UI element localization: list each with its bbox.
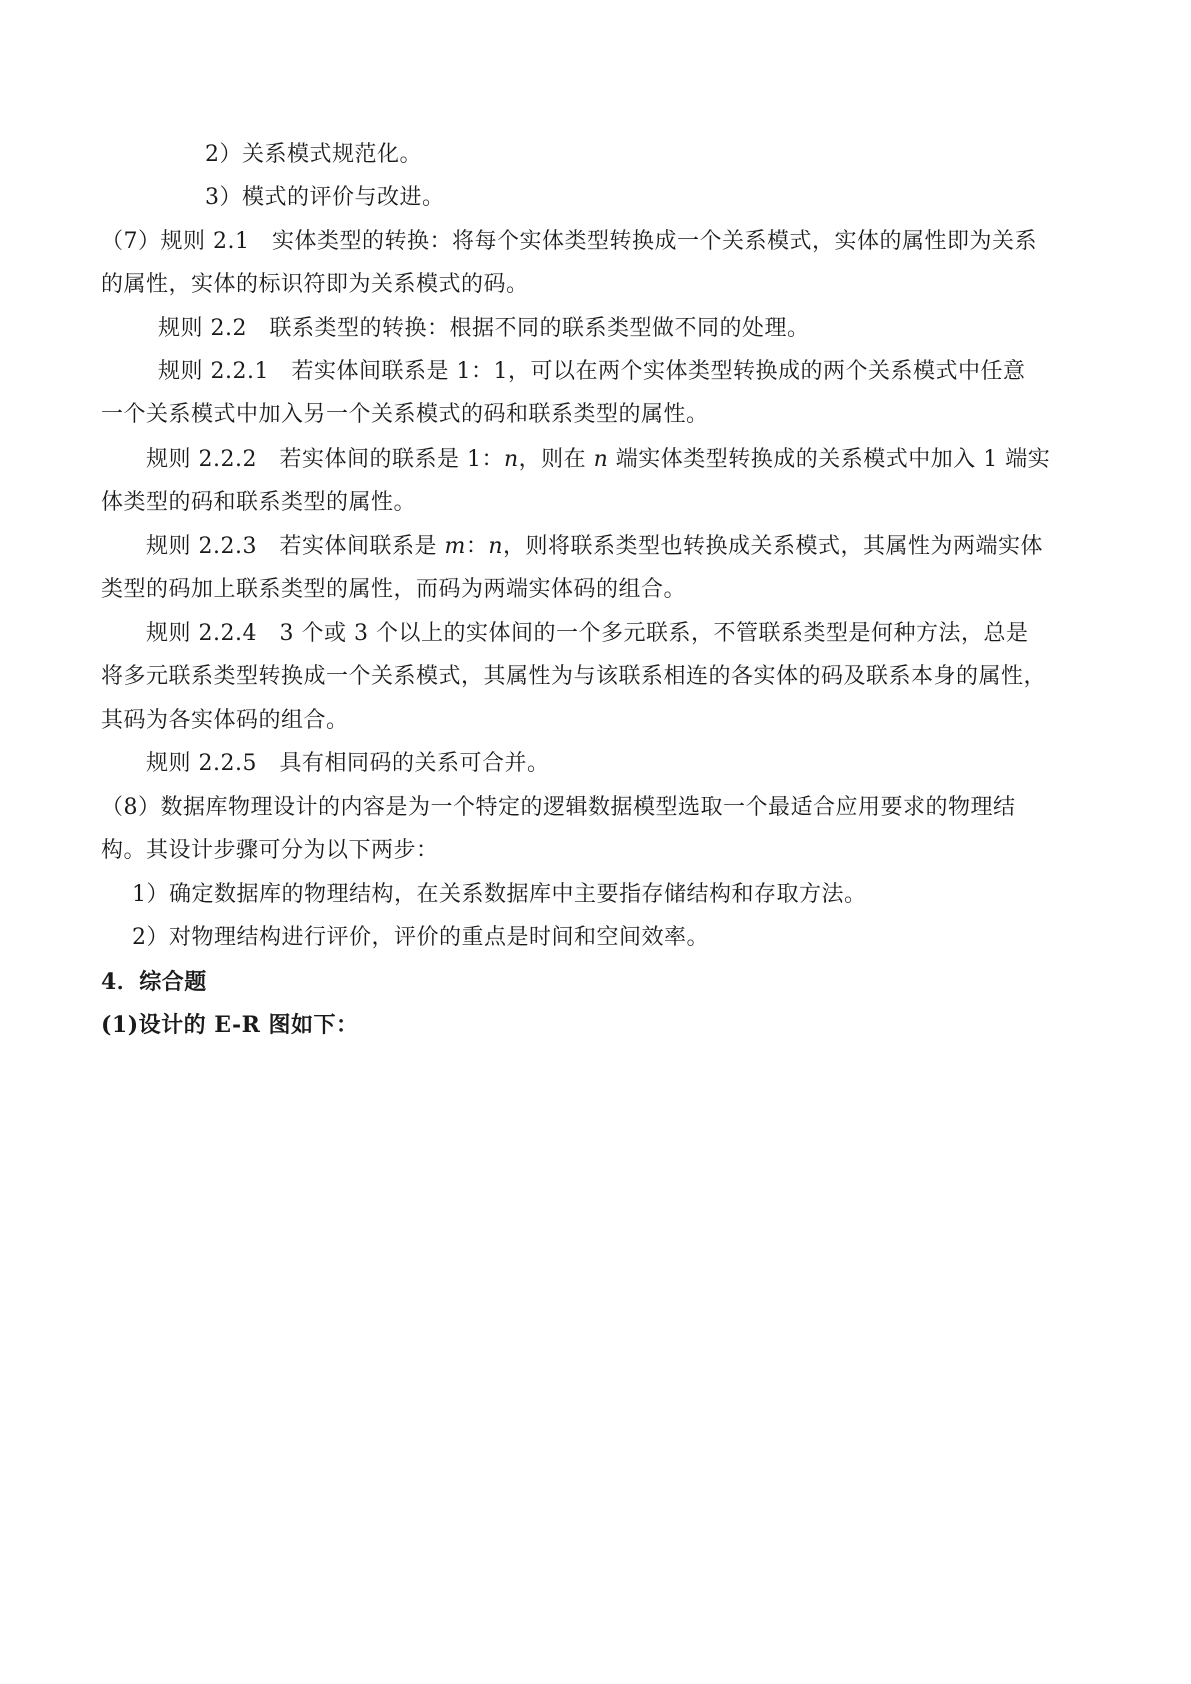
- step-1: 1）确定数据库的物理结构，在关系数据库中主要指存储结构和存取方法。: [132, 882, 867, 907]
- paragraph-7-line-1: （7）规则 2.1 实体类型的转换：将每个实体类型转换成一个关系模式，实体的属性即为关系: [101, 229, 1037, 254]
- italic-n: n: [503, 447, 519, 472]
- rule-2-2-4-line-2: 将多元联系类型转换成一个关系模式，其属性为与该联系相连的各实体的码及联系本身的属性，: [101, 664, 1047, 689]
- paragraph-8-line-2: 构。其设计步骤可分为以下两步：: [101, 838, 439, 863]
- paragraph-7-line-2: 的属性，实体的标识符即为关系模式的码。: [101, 272, 529, 297]
- italic-m: m: [444, 534, 466, 559]
- text-span: ，则在: [518, 447, 594, 472]
- text-span: 端实体类型转换成的关系模式中加入 1 端实: [608, 447, 1051, 472]
- rule-2-2-1-line-2: 一个关系模式中加入另一个关系模式的码和联系类型的属性。: [101, 402, 709, 427]
- text-span: ：: [465, 534, 489, 559]
- rule-2-2-1-line-1: 规则 2.2.1 若实体间联系是 1：1，可以在两个实体类型转换成的两个关系模式中任意: [158, 359, 1026, 384]
- rule-2-2-5: 规则 2.2.5 具有相同码的关系可合并。: [146, 751, 550, 776]
- rule-2-2-3-line-1: [146, 533, 1043, 561]
- list-item-3: 3）模式的评价与改进。: [205, 185, 445, 210]
- italic-n: n: [593, 447, 609, 472]
- rule-2-2-4-line-3: 其码为各实体码的组合。: [101, 708, 349, 733]
- text-span: ，则将联系类型也转换成关系模式，其属性为两端实体: [503, 534, 1044, 559]
- paragraph-8-line-1: （8）数据库物理设计的内容是为一个特定的逻辑数据模型选取一个最适合应用要求的物理结: [101, 795, 1016, 820]
- rule-2-2: 规则 2.2 联系类型的转换：根据不同的联系类型做不同的处理。: [158, 316, 810, 341]
- rule-2-2-4-line-1: 规则 2.2.4 3 个或 3 个以上的实体间的一个多元联系，不管联系类型是何种方法，总是: [146, 621, 1029, 646]
- rule-2-2-2-line-2: 体类型的码和联系类型的属性。: [101, 490, 417, 515]
- section-heading: 4．综合题: [101, 969, 207, 995]
- rule-2-2-3-line-2: 类型的码加上联系类型的属性，而码为两端实体码的组合。: [101, 577, 687, 602]
- list-item-2: 2）关系模式规范化。: [205, 142, 422, 167]
- rule-2-2-2-line-1: [146, 446, 1050, 474]
- text-span: 规则 2.2.3 若实体间联系是: [146, 534, 445, 559]
- italic-n: n: [488, 534, 504, 559]
- er-diagram-caption: (1)设计的 E-R 图如下：: [101, 1012, 359, 1038]
- step-2: 2）对物理结构进行评价，评价的重点是时间和空间效率。: [132, 925, 709, 950]
- text-span: 规则 2.2.2 若实体间的联系是 1：: [146, 447, 504, 472]
